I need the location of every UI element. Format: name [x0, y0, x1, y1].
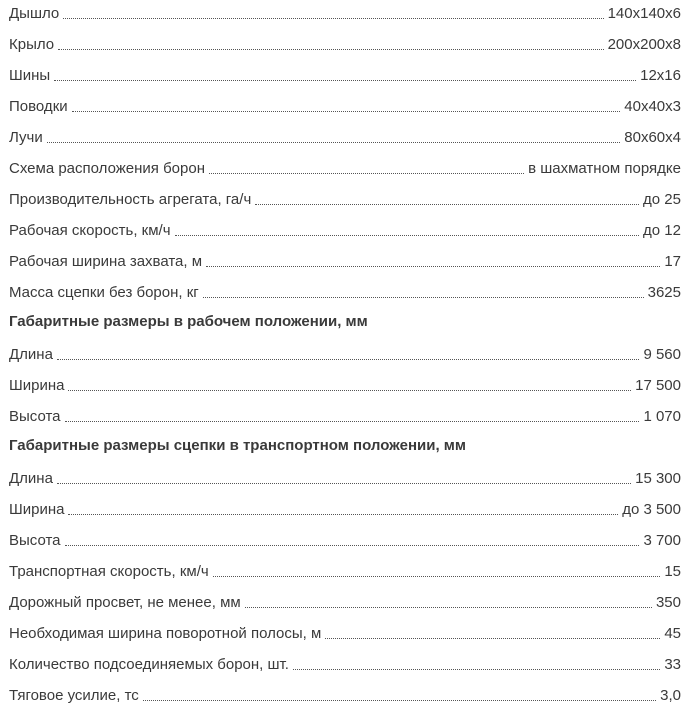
dot-leader [293, 668, 660, 670]
spec-row-transport-height [9, 519, 681, 550]
spec-value: 17 500 [635, 377, 681, 394]
spec-label: Транспортная скорость, км/ч [9, 563, 209, 580]
spec-value: 33 [664, 656, 681, 673]
section-heading-transport-dimensions: Габаритные размеры сцепки в транспортном положении, мм [9, 437, 466, 454]
spec-label: Ширина [9, 377, 65, 394]
spec-value: в шахматном порядке [528, 160, 681, 177]
spec-value: 12x16 [640, 67, 681, 84]
spec-value: 3,0 [660, 687, 681, 704]
spec-label: Количество подсоединяемых борон, шт. [9, 656, 289, 673]
dot-leader [65, 544, 640, 546]
spec-value: 15 [664, 563, 681, 580]
dot-leader [245, 606, 652, 608]
spec-value: до 3 500 [622, 501, 681, 518]
spec-value: 17 [664, 253, 681, 270]
spec-row-beams [9, 116, 681, 147]
spec-label: Схема расположения борон [9, 160, 205, 177]
spec-label: Лучи [9, 129, 43, 146]
spec-label: Масса сцепки без борон, кг [9, 284, 199, 301]
spec-label: Длина [9, 470, 53, 487]
spec-row-work-speed [9, 209, 681, 240]
spec-label: Поводки [9, 98, 68, 115]
dot-leader [143, 699, 656, 701]
spec-row-tires [9, 54, 681, 85]
spec-label: Дышло [9, 5, 60, 22]
spec-label: Высота [9, 408, 61, 425]
spec-row-mass [9, 271, 681, 302]
spec-row-wing [9, 23, 681, 54]
spec-value: 140x140x6 [607, 5, 681, 22]
spec-row-harrow-layout [9, 147, 681, 178]
spec-row-ground-clearance [9, 581, 681, 612]
spec-label: Длина [9, 346, 53, 363]
spec-row-work-height [9, 395, 681, 426]
spec-value: 45 [664, 625, 681, 642]
spec-label: Рабочая скорость, км/ч [9, 222, 171, 239]
spec-row-work-width [9, 240, 681, 271]
spec-label: Шины [9, 67, 51, 84]
spec-value: до 25 [643, 191, 681, 208]
spec-row-transport-width [9, 488, 681, 519]
spec-row-work-length [9, 333, 681, 364]
spec-value: 40x40x3 [624, 98, 681, 115]
section-heading-working-dimensions: Габаритные размеры в рабочем положении, мм [9, 313, 368, 330]
spec-value: 3625 [647, 284, 681, 301]
spec-row-productivity [9, 178, 681, 209]
spec-row-transport-length [9, 457, 681, 488]
spec-value: 80x60x4 [624, 129, 681, 146]
spec-label: Дорожный просвет, не менее, мм [9, 594, 241, 611]
dot-leader [255, 203, 639, 205]
dot-leader [47, 141, 621, 143]
dot-leader [54, 79, 636, 81]
dot-leader [68, 513, 618, 515]
spec-value: 3 700 [643, 532, 681, 549]
spec-row-work-width-dim [9, 364, 681, 395]
dot-leader [72, 110, 621, 112]
dot-leader [325, 637, 660, 639]
spec-value: 350 [655, 594, 681, 611]
spec-value: до 12 [643, 222, 681, 239]
spec-value: 15 300 [635, 470, 681, 487]
spec-label: Тяговое усилие, тс [9, 687, 139, 704]
dot-leader [203, 296, 644, 298]
spec-row-drawbar [9, 0, 681, 23]
dot-leader [57, 358, 640, 360]
dot-leader [206, 265, 660, 267]
spec-label: Рабочая ширина захвата, м [9, 253, 203, 270]
dot-leader [213, 575, 661, 577]
spec-value: 200x200x8 [607, 36, 681, 53]
dot-leader [57, 482, 631, 484]
spec-label: Необходимая ширина поворотной полосы, м [9, 625, 322, 642]
spec-value: 1 070 [643, 408, 681, 425]
spec-row-transport-speed [9, 550, 681, 581]
spec-row-harrow-count [9, 643, 681, 674]
dot-leader [65, 420, 640, 422]
dot-leader [68, 389, 631, 391]
dot-leader [175, 234, 640, 236]
spec-row-turning-strip [9, 612, 681, 643]
spec-value: 9 560 [643, 346, 681, 363]
dot-leader [63, 17, 603, 19]
spec-label: Производительность агрегата, га/ч [9, 191, 252, 208]
spec-row-leads [9, 85, 681, 116]
spec-row-traction-force [9, 674, 681, 705]
dot-leader [209, 172, 524, 174]
spec-label: Крыло [9, 36, 55, 53]
spec-label: Высота [9, 532, 61, 549]
dot-leader [58, 48, 603, 50]
spec-label: Ширина [9, 501, 65, 518]
